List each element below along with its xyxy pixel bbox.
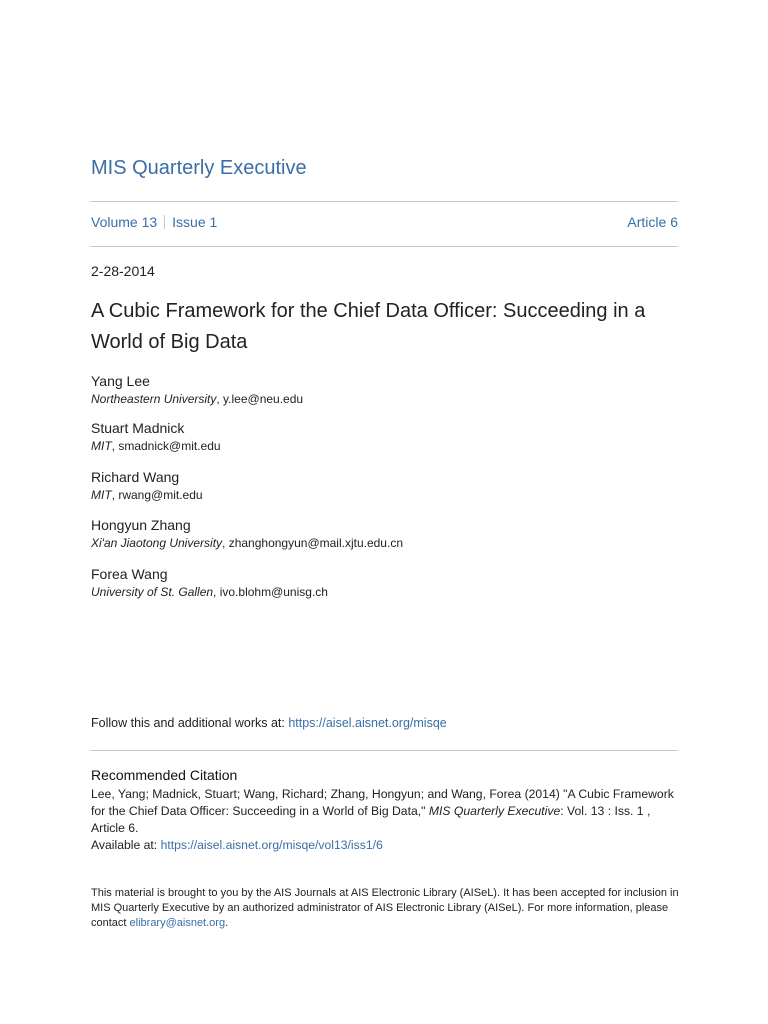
divider xyxy=(90,201,678,202)
author-email: , ivo.blohm@unisg.ch xyxy=(213,585,328,599)
footer-text: This material is brought to you by the AIS Journals at AIS Electronic Library (AISeL). It has been accepted for inclusion in MIS Quarterly Executive by an authorized administrator of AIS Electronic Library (AISeL). For more information, please contact xyxy=(91,887,679,929)
footer-end: . xyxy=(225,917,229,929)
footer-notice xyxy=(91,886,681,931)
author-email: , y.lee@neu.edu xyxy=(216,392,304,406)
citation-part: Lee, Yang; Madnick, Stuart; Wang, Richard; Zhang, Hongyun; and Wang, Forea (2014) "A Cubic Framework for the Chief Data Officer: Succeeding in a World of Big Data," xyxy=(91,787,674,818)
author-email: , rwang@mit.edu xyxy=(111,488,203,502)
issue-bar xyxy=(91,214,678,230)
author-name: Richard Wang xyxy=(91,469,180,485)
author-block xyxy=(91,420,681,454)
affiliation-name: Xi'an Jiaotong University xyxy=(91,536,223,550)
issue-link[interactable]: Issue 1 xyxy=(172,214,218,230)
author-name: Yang Lee xyxy=(91,373,150,389)
citation-part: : Vol. 13 : Iss. 1 , Article 6. xyxy=(91,804,651,835)
publication-date: 2-28-2014 xyxy=(91,263,155,279)
contact-email-link[interactable]: elibrary@aisnet.org xyxy=(129,917,226,929)
collection-link[interactable]: https://aisel.aisnet.org/misqe xyxy=(288,716,447,730)
author-name: Forea Wang xyxy=(91,566,168,582)
affiliation-name: MIT xyxy=(91,488,112,502)
author-name: Stuart Madnick xyxy=(91,420,185,436)
available-label: Available at: xyxy=(91,838,161,852)
divider xyxy=(90,750,678,751)
affiliation-name: University of St. Gallen xyxy=(91,585,214,599)
recommended-citation-heading: Recommended Citation xyxy=(91,767,238,783)
article-link[interactable]: Article 6 xyxy=(627,214,678,230)
author-email: , smadnick@mit.edu xyxy=(111,439,221,453)
citation-text xyxy=(91,786,681,854)
follow-text: Follow this and additional works at: xyxy=(91,716,289,730)
author-affiliation xyxy=(91,438,681,454)
follow-line xyxy=(91,716,447,730)
author-affiliation xyxy=(91,391,681,407)
author-affiliation xyxy=(91,487,681,503)
author-affiliation xyxy=(91,584,681,600)
divider xyxy=(90,246,678,247)
affiliation-name: MIT xyxy=(91,439,112,453)
article-url-link[interactable]: https://aisel.aisnet.org/misqe/vol13/iss1/6 xyxy=(160,838,383,852)
author-block xyxy=(91,469,681,503)
separator xyxy=(164,215,165,229)
affiliation-name: Northeastern University xyxy=(91,392,217,406)
citation-journal: MIS Quarterly Executive xyxy=(428,804,561,818)
volume-link[interactable]: Volume 13 xyxy=(91,214,158,230)
journal-title-link[interactable]: MIS Quarterly Executive xyxy=(91,157,307,179)
author-name: Hongyun Zhang xyxy=(91,517,191,533)
author-email: , zhanghongyun@mail.xjtu.edu.cn xyxy=(222,536,403,550)
author-block xyxy=(91,566,681,600)
author-block xyxy=(91,517,681,551)
article-title: A Cubic Framework for the Chief Data Officer: Succeeding in a World of Big Data xyxy=(91,300,646,353)
author-affiliation xyxy=(91,535,681,551)
author-block xyxy=(91,373,681,407)
